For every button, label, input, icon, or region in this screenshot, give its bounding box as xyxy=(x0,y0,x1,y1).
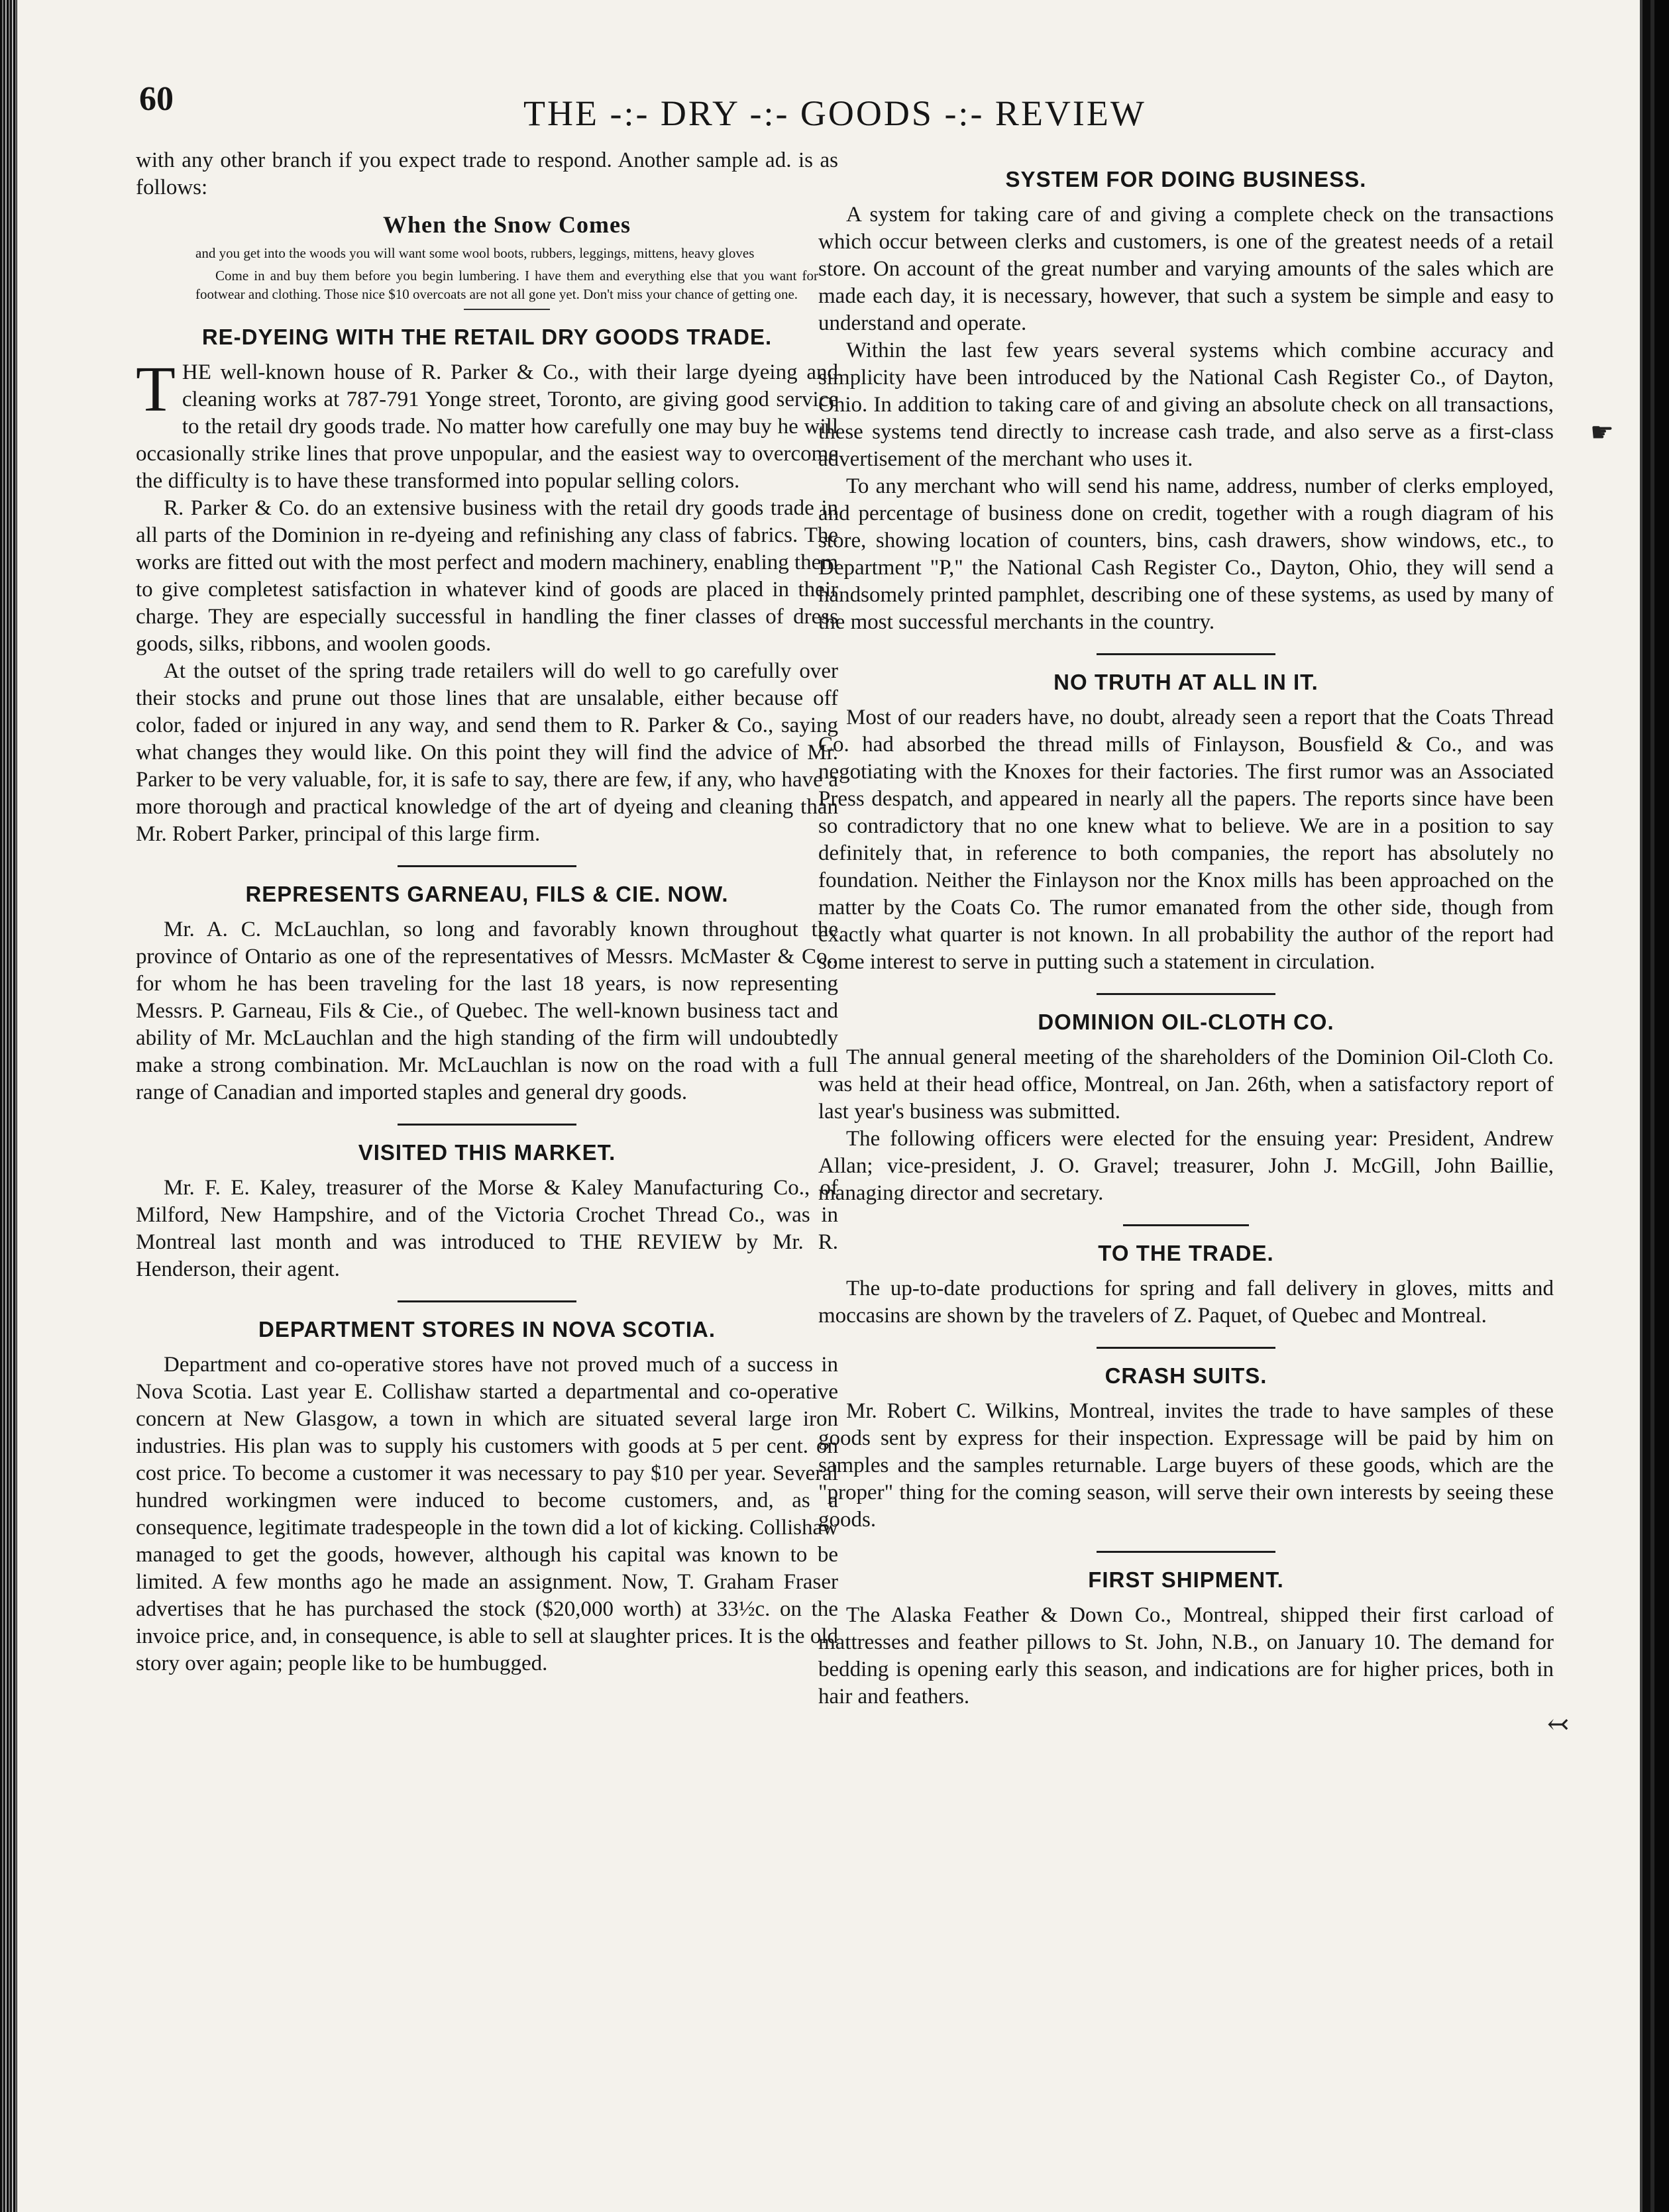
article-headline: FIRST SHIPMENT. xyxy=(1088,1567,1284,1592)
article-nova-scotia xyxy=(136,1317,838,1677)
article-paragraph: Mr. A. C. McLauchlan, so long and favorably known throughout the province of Ontario as one of the representatives of Messrs. McMaster & Co., for whom he has been traveling for the last 18 years, is now representing Messrs. P. Garneau, Fils & Cie., of Quebec. The well-known business tact and ability of Mr. McLauchlan and the high standing of the firm will undoubtedly make a strong combination. Mr. McLauchlan is now on the road with a full range of Canadian and imported staples and general dry goods. xyxy=(136,918,838,1104)
margin-mark-arrow: ↢ xyxy=(1547,1709,1570,1740)
article-garneau xyxy=(136,882,838,1106)
article-headline: VISITED THIS MARKET. xyxy=(358,1140,616,1165)
sample-ad-title: When the Snow Comes xyxy=(382,211,631,238)
article-paragraph: The annual general meeting of the shareholders of the Dominion Oil-Cloth Co. was held at their head office, Montreal, on Jan. 26th, when a satisfactory report of last year's business was submitted. xyxy=(818,1045,1554,1124)
section-divider xyxy=(1097,1347,1275,1349)
article-visited xyxy=(136,1140,838,1283)
article-paragraph-text: HE well-known house of R. Parker & Co., with their large dyeing and cleaning works at 787-791 Yonge street, Toronto, are giving good service to the retail dry goods trade. No matter how carefully one may buy he will occasionally strike lines that prove unpopular, and the easiest way to overcome the difficulty is to have these transformed into popular selling colors. xyxy=(136,360,838,493)
article-paragraph: The up-to-date productions for spring and fall delivery in gloves, mitts and moccasins are shown by the travelers of Z. Paquet, of Quebec and Montreal. xyxy=(818,1277,1554,1328)
article-paragraph: At the outset of the spring trade retailers will do well to go carefully over their stocks and prune out those lines that are unsalable, either because off color, faded or injured in any way, and send them to R. Parker & Co., saying what changes they would like. On this point they will find the advice of Mr. Parker to be very valuable, for, it is safe to say, there are few, if any, who have a more thorough and practical knowledge of the art of dyeing and cleaning than Mr. Robert Parker, principal of this large firm. xyxy=(136,659,838,846)
article-headline: REPRESENTS GARNEAU, FILS & CIE. NOW. xyxy=(245,882,729,906)
article-crash-suits xyxy=(818,1363,1554,1534)
article-headline: NO TRUTH AT ALL IN IT. xyxy=(1053,670,1319,694)
scan-right-edge xyxy=(1640,0,1669,2212)
right-column xyxy=(818,147,1554,1711)
article-headline: TO THE TRADE. xyxy=(1098,1241,1274,1265)
article-headline: DEPARTMENT STORES IN NOVA SCOTIA. xyxy=(258,1317,716,1342)
article-paragraph: Mr. F. E. Kaley, treasurer of the Morse & Kaley Manufacturing Co., of Milford, New Hampshire, and of the Victoria Crochet Thread Co., was in Montreal last month and was introduced to THE REVIEW by Mr. R. Henderson, their agent. xyxy=(136,1176,838,1281)
article-paragraph: Most of our readers have, no doubt, already seen a report that the Coats Thread Co. had absorbed the thread mills of Finlayson, Bousfield & Co., and was negotiating with the Knoxes for their factories. The first rumor was an Associated Press despatch, and appeared in nearly all the papers. The reports since have been so contradictory that no one knew what to believe. We are in a position to say definitely that, in reference to both companies, the report has absolutely no foundation. Neither the Finlayson nor the Knox mills has been approached on the matter by the Coats Co. The rumor emanated from the other side, though from exactly what quarter is not known. In all probability the author of the report had some interest to serve in putting such a statement in circulation. xyxy=(818,706,1554,974)
article-paragraph: The Alaska Feather & Down Co., Montreal, shipped their first carload of mattresses and feather pillows to St. John, N.B., on January 10. The demand for bedding is opening early this season, and indications are for higher prices, both in hair and feathers. xyxy=(818,1603,1554,1709)
sample-ad xyxy=(136,211,838,310)
section-divider xyxy=(1097,993,1275,995)
article-headline: CRASH SUITS. xyxy=(1104,1363,1267,1388)
margin-mark-pointer: ☛ xyxy=(1590,417,1614,448)
section-divider xyxy=(1097,653,1275,655)
article-first-shipment xyxy=(818,1567,1554,1711)
drop-cap: T xyxy=(136,354,176,425)
sample-ad-line: Come in and buy them before you begin lumbering. I have them and everything else that you want for footwear and clothing. Those nice $10 overcoats are not all gone yet. Don't miss your chance of getting one. xyxy=(195,268,818,302)
left-column xyxy=(136,147,838,1677)
article-paragraph: To any merchant who will send his name, address, number of clerks employed, and percentage of business done on credit, together with a rough diagram of his store, showing location of counters, bins, cash drawers, show windows, etc., to Department "P," the National Cash Register Co., Dayton, Ohio, they will send a handsomely printed pamphlet, describing one of these systems, as used by many of the most successful merchants in the country. xyxy=(818,474,1554,634)
article-paragraph: Mr. Robert C. Wilkins, Montreal, invites the trade to have samples of these goods sent by express for their inspection. Expressage will be paid by him on samples and the samples returnable. Large buyers of these goods, which are the "proper" thing for the coming season, will serve their own interests by seeing these goods. xyxy=(818,1399,1554,1532)
sample-ad-rule xyxy=(464,309,550,310)
scan-left-edge xyxy=(0,0,17,2212)
sample-ad-line: and you get into the woods you will want some wool boots, rubbers, leggings, mittens, heavy gloves xyxy=(195,245,755,261)
article-paragraph: A system for taking care of and giving a complete check on the transactions which occur between clerks and customers, is one of the greatest needs of a retail store. On account of the great number and varying amounts of the sales which are made each day, it is necessary, however, that such a system be simple and easy to understand and operate. xyxy=(818,203,1554,335)
masthead-title: THE -:- DRY -:- GOODS -:- REVIEW xyxy=(523,93,1146,133)
article-headline: DOMINION OIL-CLOTH CO. xyxy=(1038,1010,1334,1034)
page-number: 60 xyxy=(139,80,174,118)
article-paragraph: R. Parker & Co. do an extensive business with the retail dry goods trade in all parts of the Dominion in re-dyeing and refinishing any class of fabrics. The works are fitted out with the most perfect and modern machinery, enabling them to give completest satisfaction in whatever kind of goods are placed in their charge. They are especially successful in handling the finer classes of dress goods, silks, ribbons, and woolen goods. xyxy=(136,496,838,656)
article-system xyxy=(818,167,1554,636)
section-divider xyxy=(1097,1551,1275,1553)
article-no-truth xyxy=(818,670,1554,976)
article-headline: SYSTEM FOR DOING BUSINESS. xyxy=(1005,167,1367,191)
section-divider xyxy=(398,1300,576,1302)
section-divider xyxy=(1123,1224,1249,1226)
article-trade xyxy=(818,1241,1554,1330)
article-oilcloth xyxy=(818,1010,1554,1207)
article-paragraph xyxy=(136,354,838,495)
section-divider xyxy=(398,865,576,867)
section-divider xyxy=(398,1124,576,1126)
article-paragraph: The following officers were elected for the ensuing year: President, Andrew Allan; vice-president, J. O. Gravel; treasurer, John J. McGill, John Baillie, managing director and secretary. xyxy=(818,1127,1554,1205)
article-paragraph: Department and co-operative stores have not proved much of a success in Nova Scotia. Last year E. Collishaw started a departmental and co-operative concern at New Glasgow, a town in which are situated several large iron industries. His plan was to supply his customers with goods at 5 per cent. on cost price. To become a customer it was necessary to pay $10 per year. Several hundred workingmen were induced to become customers, and, as a consequence, legitimate tradespeople in the town did a lot of kicking. Collishaw managed to get the goods, however, although his capital was known to be limited. A few months ago he made an assignment. Now, T. Graham Fraser advertises that he has purchased the stock ($20,000 worth) at 33½c. on the invoice price, and, in consequence, is able to sell at slaughter prices. It is the old story over again; people like to be humbugged. xyxy=(136,1353,838,1675)
article-redyeing xyxy=(136,325,838,848)
article-paragraph: Within the last few years several systems which combine accuracy and simplicity have been introduced by the National Cash Register Co., of Dayton, Ohio. In addition to taking care of and giving an absolute check on all transactions, these systems tend directly to increase cash trade, and also serve as a first-class advertisement of the merchant who uses it. xyxy=(818,339,1554,471)
article-headline: RE-DYEING WITH THE RETAIL DRY GOODS TRADE. xyxy=(201,325,773,349)
intro-paragraph: with any other branch if you expect trade to respond. Another sample ad. is as follows: xyxy=(136,148,838,199)
